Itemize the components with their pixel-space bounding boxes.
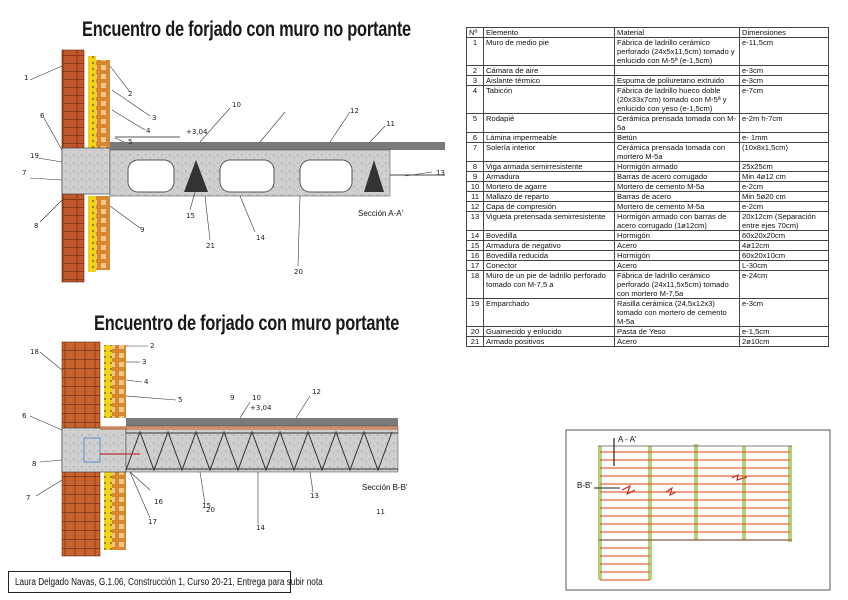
cell-dimensions: Min 4ø12 cm xyxy=(740,172,829,182)
callout-2: 2 xyxy=(150,342,155,350)
table-row xyxy=(467,76,829,86)
cell-material: Mortero de cemento M-5a xyxy=(615,182,740,192)
cell-material: Hormigón xyxy=(615,231,740,241)
plan-label-a: A - A' xyxy=(618,435,637,444)
callout-9: 9 xyxy=(230,394,235,402)
section-a-title: Encuentro de forjado con muro no portante xyxy=(82,18,411,41)
table-row xyxy=(467,327,829,337)
cell-element: Muro de un pie de ladrillo perforado tomado con M-7,5 a xyxy=(484,271,615,299)
cell-material: Hormigón armado xyxy=(615,162,740,172)
cell-element: Bovedilla reducida xyxy=(484,251,615,261)
section-a-label: Sección A-A' xyxy=(358,209,404,218)
callout-1: 1 xyxy=(24,74,29,82)
cell-material: Acero xyxy=(615,261,740,271)
table-row xyxy=(467,251,829,261)
callout-14: 14 xyxy=(256,234,265,242)
cell-element: Capa de compresión xyxy=(484,202,615,212)
table-row xyxy=(467,86,829,114)
cell-dimensions: e-1,5cm xyxy=(740,327,829,337)
callout-3: 3 xyxy=(142,358,147,366)
table-row xyxy=(467,241,829,251)
cell-material: Pasta de Yeso xyxy=(615,327,740,337)
table-row xyxy=(467,172,829,182)
cell-dimensions: 20x12cm (Separación entre ejes 70cm) xyxy=(740,212,829,231)
header-dimensions: Dimensiones xyxy=(740,28,829,38)
cell-element: Lámina impermeable xyxy=(484,133,615,143)
cell-element: Armado positivos xyxy=(484,337,615,347)
callout-2: 2 xyxy=(128,90,133,98)
cell-number: 8 xyxy=(467,162,484,172)
cell-number: 5 xyxy=(467,114,484,133)
cell-number: 16 xyxy=(467,251,484,261)
table-row xyxy=(467,38,829,66)
cell-material: Barras de acero xyxy=(615,192,740,202)
cell-number: 19 xyxy=(467,299,484,327)
table-row xyxy=(467,299,829,327)
cell-dimensions: 60x20x10cm xyxy=(740,251,829,261)
cell-element: Aislante térmico xyxy=(484,76,615,86)
cell-dimensions: e-2m h-7cm xyxy=(740,114,829,133)
cell-material: Fábrica de ladrillo hueco doble (20x33x7cm) tomado con M-5ª y enlucido con yeso (e-1,5cm) xyxy=(615,86,740,114)
cell-element: Rodapié xyxy=(484,114,615,133)
callout-13: 13 xyxy=(310,492,319,500)
cell-material xyxy=(615,66,740,76)
cell-material: Mortero de cemento M-5a xyxy=(615,202,740,212)
cell-material: Cerámica prensada tomada con M-5a xyxy=(615,114,740,133)
callout-10: 10 xyxy=(252,394,261,402)
cell-number: 15 xyxy=(467,241,484,251)
cell-number: 13 xyxy=(467,212,484,231)
table-row xyxy=(467,192,829,202)
table-row xyxy=(467,143,829,162)
cell-material: Hormigón xyxy=(615,251,740,261)
callout-21: 21 xyxy=(206,242,215,250)
cell-dimensions: e-3cm xyxy=(740,66,829,76)
cell-material: Cerámica prensada tomada con mortero M-5a xyxy=(615,143,740,162)
callout-19: 19 xyxy=(30,152,39,160)
table-row xyxy=(467,202,829,212)
callout-10: 10 xyxy=(232,101,241,109)
callout-6: 6 xyxy=(40,112,45,120)
cell-material: Betún xyxy=(615,133,740,143)
cell-number: 18 xyxy=(467,271,484,299)
cell-dimensions: 60x20x20cm xyxy=(740,231,829,241)
section-b-label: Sección B-B' xyxy=(362,483,408,492)
table-row xyxy=(467,133,829,143)
cell-dimensions: e-3cm xyxy=(740,299,829,327)
callout-17: 17 xyxy=(148,518,157,526)
cell-number: 9 xyxy=(467,172,484,182)
cell-dimensions: e-2cm xyxy=(740,202,829,212)
callout-4: 4 xyxy=(144,378,149,386)
cell-number: 12 xyxy=(467,202,484,212)
table-row xyxy=(467,162,829,172)
cell-element: Mortero de agarre xyxy=(484,182,615,192)
callout-18: 18 xyxy=(30,348,39,356)
cell-element: Mallazo de reparto xyxy=(484,192,615,202)
cell-material: Espuma de poliuretano extruido xyxy=(615,76,740,86)
cell-number: 4 xyxy=(467,86,484,114)
table-header-row xyxy=(467,28,829,38)
cell-element: Bovedilla xyxy=(484,231,615,241)
header-material: Material xyxy=(615,28,740,38)
callout-16: 16 xyxy=(154,498,163,506)
table-row xyxy=(467,271,829,299)
cell-number: 10 xyxy=(467,182,484,192)
cell-material: Acero xyxy=(615,241,740,251)
cell-element: Conector xyxy=(484,261,615,271)
cell-element: Guarnecido y enlucido xyxy=(484,327,615,337)
header-number: Nº xyxy=(467,28,484,38)
callout-14: 14 xyxy=(256,524,265,532)
cell-element: Cámara de aire xyxy=(484,66,615,76)
level-mark: +3,04 xyxy=(250,404,272,412)
callout-20: 20 xyxy=(294,268,303,276)
section-b-drawing xyxy=(30,342,398,556)
cell-dimensions: e-24cm xyxy=(740,271,829,299)
cell-dimensions: e-7cm xyxy=(740,86,829,114)
callout-11: 11 xyxy=(376,508,385,516)
table-row xyxy=(467,66,829,76)
section-b-title: Encuentro de forjado con muro portante xyxy=(94,312,400,335)
callout-13: 13 xyxy=(436,169,445,177)
callout-7: 7 xyxy=(26,494,31,502)
callout-6: 6 xyxy=(22,412,27,420)
callout-4: 4 xyxy=(146,127,151,135)
table-body xyxy=(467,38,829,347)
cell-number: 6 xyxy=(467,133,484,143)
callout-12: 12 xyxy=(312,388,321,396)
cell-dimensions: 25x25cm xyxy=(740,162,829,172)
cell-material: Acero xyxy=(615,337,740,347)
cell-material: Fábrica de ladrillo cerámico perforado (24x5x11,5cm) tomado y enlucido con M-5ª (e-1,5cm) xyxy=(615,38,740,66)
cell-number: 21 xyxy=(467,337,484,347)
cell-material: Hormigón armado con barras de acero corrugado (1ø12cm) xyxy=(615,212,740,231)
callout-8: 8 xyxy=(32,460,37,468)
cell-number: 2 xyxy=(467,66,484,76)
cell-number: 17 xyxy=(467,261,484,271)
callout-9: 9 xyxy=(140,226,145,234)
callout-7: 7 xyxy=(22,169,27,177)
table-row xyxy=(467,114,829,133)
table-row xyxy=(467,231,829,241)
plan-label-b: B-B' xyxy=(577,481,592,490)
cell-dimensions: e- 1mm xyxy=(740,133,829,143)
table-row xyxy=(467,337,829,347)
cell-element: Emparchado xyxy=(484,299,615,327)
cell-dimensions: (10x8x1,5cm) xyxy=(740,143,829,162)
cell-element: Vigueta pretensada semirresistente xyxy=(484,212,615,231)
cell-element: Solería interior xyxy=(484,143,615,162)
cell-number: 7 xyxy=(467,143,484,162)
cell-number: 11 xyxy=(467,192,484,202)
cell-dimensions: e-3cm xyxy=(740,76,829,86)
table-row xyxy=(467,261,829,271)
cell-dimensions: 2ø10cm xyxy=(740,337,829,347)
header-element: Elemento xyxy=(484,28,615,38)
cell-dimensions: Min 5ø20 cm xyxy=(740,192,829,202)
callout-5: 5 xyxy=(128,138,133,146)
cell-element: Tabicón xyxy=(484,86,615,114)
elements-table xyxy=(466,27,829,347)
callout-15: 15 xyxy=(202,502,211,510)
table-row xyxy=(467,212,829,231)
cell-dimensions: L-30cm xyxy=(740,261,829,271)
cell-number: 20 xyxy=(467,327,484,337)
callout-5: 5 xyxy=(178,396,183,404)
cell-number: 14 xyxy=(467,231,484,241)
callout-3: 3 xyxy=(152,114,157,122)
cell-material: Rasilla cerámica (24,5x12x3) tomado con mortero de cemento M-5a xyxy=(615,299,740,327)
callout-8: 8 xyxy=(34,222,39,230)
callout-20: 20 xyxy=(206,506,215,514)
callout-11: 11 xyxy=(386,120,395,128)
floor-plan-sketch xyxy=(566,430,830,590)
cell-element: Armadura xyxy=(484,172,615,182)
cell-element: Muro de medio pie xyxy=(484,38,615,66)
callout-15: 15 xyxy=(186,212,195,220)
cell-number: 1 xyxy=(467,38,484,66)
table-row xyxy=(467,182,829,192)
cell-number: 3 xyxy=(467,76,484,86)
level-mark: +3,04 xyxy=(186,128,208,136)
cell-element: Viga armada semirresistente xyxy=(484,162,615,172)
cell-element: Armadura de negativo xyxy=(484,241,615,251)
cell-material: Barras de acero corrugado xyxy=(615,172,740,182)
cell-material: Fábrica de ladrillo cerámico perforado (24x11,5x5cm) tomado con mortero M-7,5a xyxy=(615,271,740,299)
author-footer xyxy=(8,571,323,593)
section-a-drawing xyxy=(30,50,445,282)
cell-dimensions: e-2cm xyxy=(740,182,829,192)
author-text: Laura Delgado Navas, G.1.06, Construcción 1, Curso 20-21, Entrega para subir nota xyxy=(15,577,323,588)
callout-12: 12 xyxy=(350,107,359,115)
cell-dimensions: 4ø12cm xyxy=(740,241,829,251)
cell-dimensions: e-11,5cm xyxy=(740,38,829,66)
